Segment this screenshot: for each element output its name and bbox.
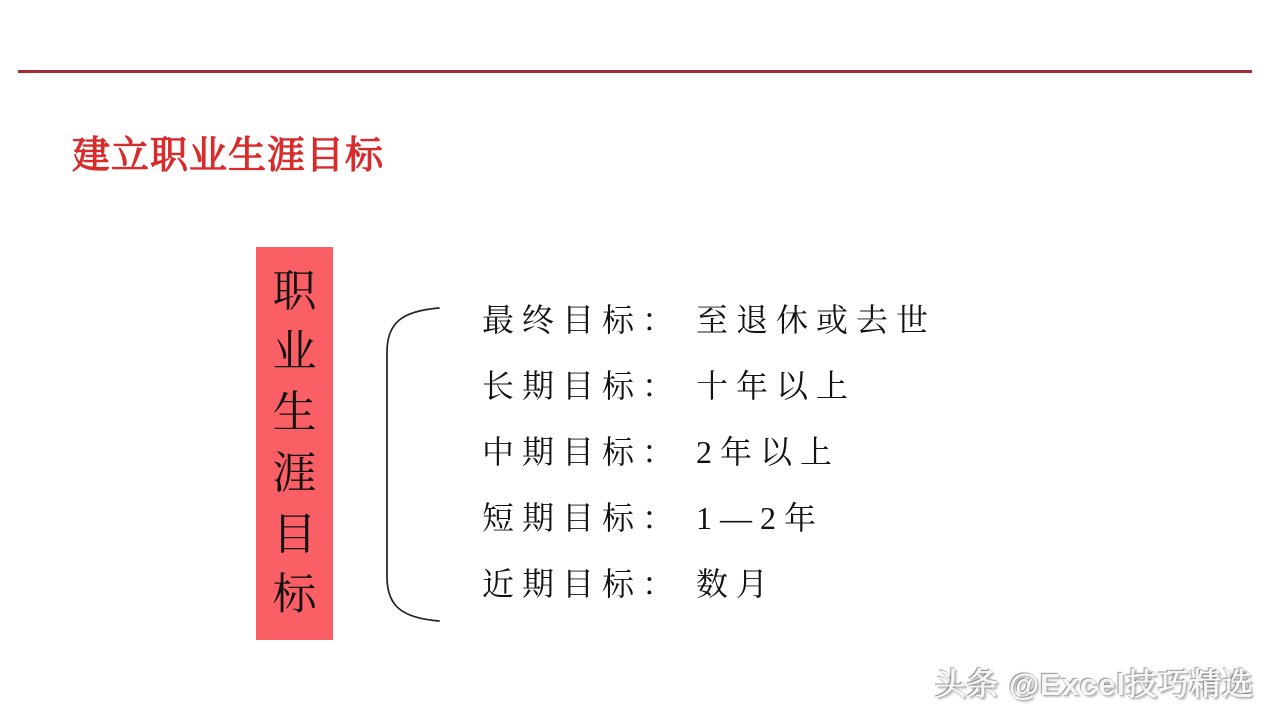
goal-row-near-term (482, 567, 936, 601)
goal-row-mid-term (482, 435, 936, 469)
goal-label: 长期目标： (482, 368, 683, 404)
goal-row-long-term (482, 369, 936, 403)
goal-label: 短期目标： (482, 500, 683, 536)
goal-value: 2年以上 (696, 434, 841, 470)
goal-label: 最终目标： (482, 302, 683, 338)
page-title: 建立职业生涯目标 (72, 135, 385, 177)
banner-char: 目 (272, 509, 317, 559)
goal-value: 1—2年 (696, 500, 825, 536)
toutiao-watermark: 头条 @Excel技巧精选 (935, 667, 1254, 702)
banner-char: 生 (272, 388, 317, 438)
goal-value: 十年以上 (696, 368, 857, 404)
goal-row-final (482, 303, 936, 337)
banner-char: 职 (272, 266, 317, 316)
goal-list (482, 303, 936, 633)
career-goal-vertical-banner (256, 247, 333, 640)
goal-row-short-term (482, 501, 936, 535)
banner-char: 标 (272, 570, 317, 620)
left-brace-shape (383, 305, 441, 624)
banner-char: 业 (272, 327, 317, 377)
goal-label: 中期目标： (482, 434, 683, 470)
banner-char: 涯 (272, 448, 317, 498)
goal-value: 数月 (696, 566, 777, 602)
goal-label: 近期目标： (482, 566, 683, 602)
goal-value: 至退休或去世 (696, 302, 937, 338)
top-accent-rule (18, 70, 1252, 73)
